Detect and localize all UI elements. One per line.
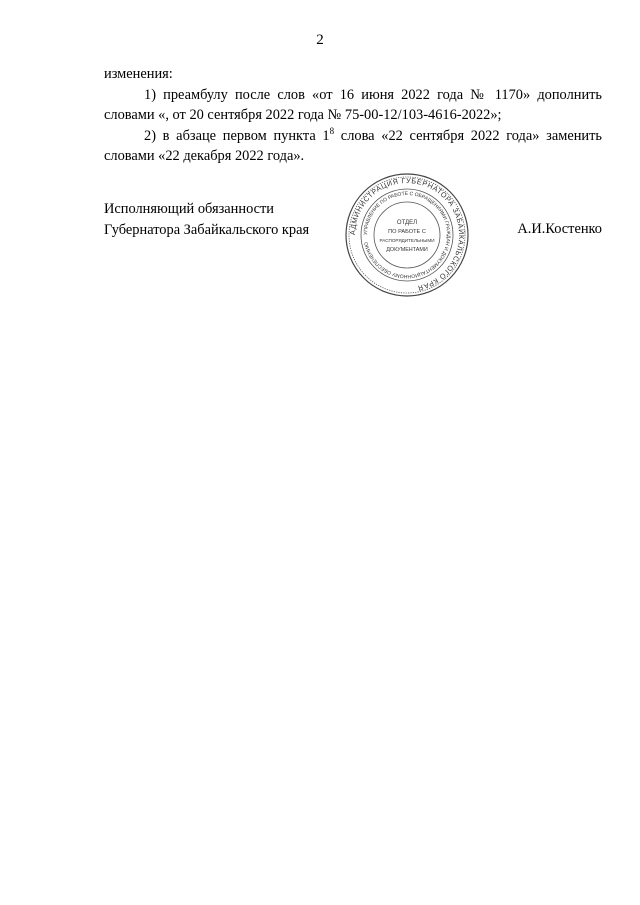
paragraph-item-1: 1) преамбулу после слов «от 16 июня 2022 года № 1170» дополнить словами «, от 20 сентября 2022 года № 75-00-12/103-4616-2022»; (104, 86, 602, 123)
seal-middle-text: УПРАВЛЕНИЕ ПО РАБОТЕ С ОБРАЩЕНИЯМИ ГРАЖДАН И ДОКУМЕНТАЦИОННОМУ ОБЕСПЕЧЕНИЮ (362, 190, 452, 280)
seal-center-line-4: ДОКУМЕНТАМИ (386, 247, 428, 253)
seal-center-line-3: РАСПОРЯДИТЕЛЬНЫМИ (379, 238, 435, 243)
page-number: 2 (316, 32, 324, 48)
seal-center-line-2: ПО РАБОТЕ С (388, 229, 426, 235)
seal-outer-text: АДМИНИСТРАЦИЯ ГУБЕРНАТОРА ЗАБАЙКАЛЬСКОГО КРАЯ (347, 175, 467, 293)
signatory-position-line-1: Исполняющий обязанности (104, 201, 275, 217)
paragraph-item-2 (104, 126, 602, 167)
paragraph-item-2-start: 2) в абзаце первом пункта 1 (144, 127, 330, 144)
signatory-position-line-2: Губернатора Забайкальского края (104, 221, 310, 238)
document-body (104, 64, 602, 167)
paragraph-item-2-end: слова «22 сентября 2022 года» заменить словами «22 декабря 2022 года». (104, 127, 602, 164)
seal-center-line-1: ОТДЕЛ (396, 220, 418, 226)
signatory-name: А.И.Костенко (517, 221, 602, 237)
official-seal-stamp (344, 172, 470, 298)
seal-icon (344, 172, 470, 298)
signatory-position (104, 199, 309, 240)
superscript-8: 8 (329, 125, 335, 136)
paragraph-intro: изменения: (104, 66, 173, 82)
